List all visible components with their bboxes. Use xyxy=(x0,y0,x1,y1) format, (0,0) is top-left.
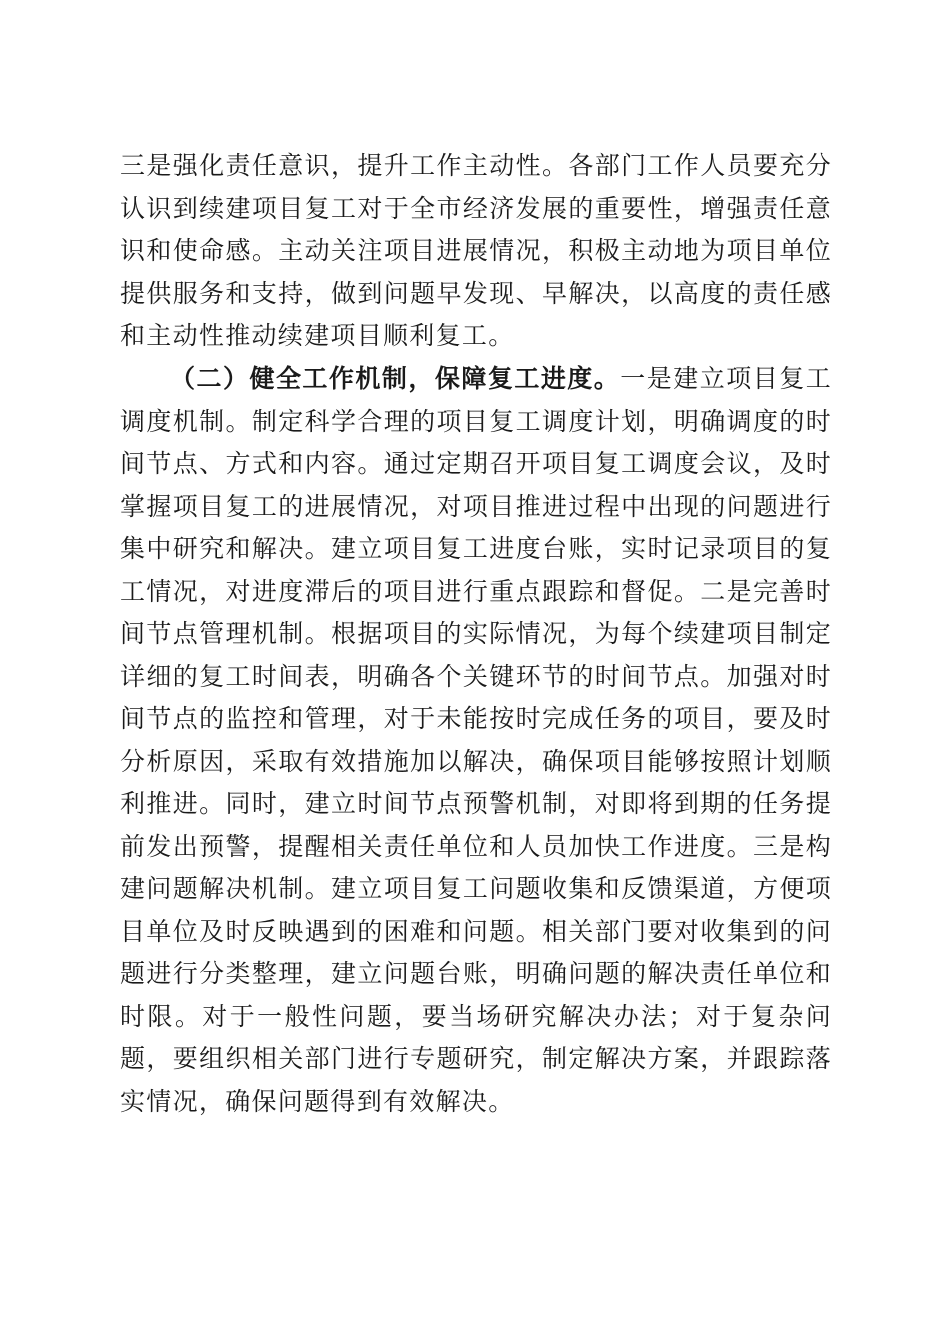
paragraph-2-text xyxy=(120,358,832,1123)
paragraph-responsibility xyxy=(120,145,832,358)
paragraph-1-text: 三是强化责任意识，提升工作主动性。各部门工作人员要充分认识到续建项目复工对于全市经济发展的重要性，增强责任意识和使命感。主动关注项目进展情况，积极主动地为项目单位提供服务和支持，做到问题早发现、早解决，以高度的责任感和主动性推动续建项目顺利复工。 xyxy=(120,151,832,350)
paragraph-work-mechanism xyxy=(120,358,832,1123)
section-heading: （二）健全工作机制，保障复工进度。 xyxy=(170,364,621,393)
paragraph-2-body: 一是建立项目复工调度机制。制定科学合理的项目复工调度计划，明确调度的时间节点、方式和内容。通过定期召开项目复工调度会议，及时掌握项目复工的进展情况，对项目推进过程中出现的问题进行集中研究和解决。建立项目复工进度台账，实时记录项目的复工情况，对进度滞后的项目进行重点跟踪和督促。二是完善时间节点管理机制。根据项目的实际情况，为每个续建项目制定详细的复工时间表，明确各个关键环节的时间节点。加强对时间节点的监控和管理，对于未能按时完成任务的项目，要及时分析原因，采取有效措施加以解决，确保项目能够按照计划顺利推进。同时，建立时间节点预警机制，对即将到期的任务提前发出预警，提醒相关责任单位和人员加快工作进度。三是构建问题解决机制。建立项目复工问题收集和反馈渠道，方便项目单位及时反映遇到的困难和问题。相关部门要对收集到的问题进行分类整理，建立问题台账，明确问题的解决责任单位和时限。对于一般性问题，要当场研究解决办法；对于复杂问题，要组织相关部门进行专题研究，制定解决方案，并跟踪落实情况，确保问题得到有效解决。 xyxy=(120,364,832,1116)
